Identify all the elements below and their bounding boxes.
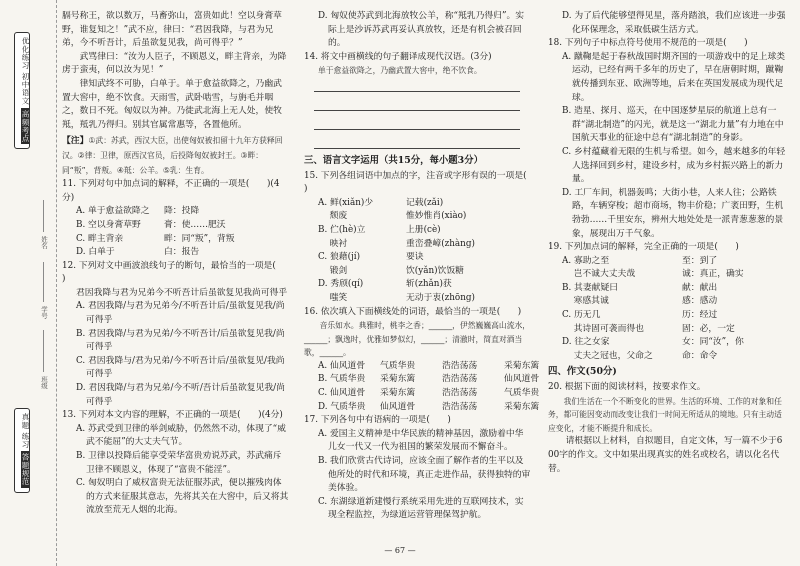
answer-line[interactable] [314, 135, 520, 149]
series-tag-highlight: 高频考点 [21, 109, 30, 143]
class-field-label: 班级 [40, 376, 48, 389]
question-15-options [304, 197, 532, 306]
option[interactable]: B. 气质华贵 采菊东篱 浩浩荡荡 仙风道骨 [318, 374, 540, 385]
option[interactable]: A. 仙风道骨 气质华贵 浩浩荡荡 采菊东篱 [318, 360, 540, 371]
answer-line[interactable] [314, 116, 520, 130]
option[interactable]: B. 造星、探月、巡天，在中国逐梦星辰的航道上总有一群“湖北制造”的闪光，就是这一“湖北力量”有力地在中国航天事业的征途中总有“湖北制造”的身影。 [562, 106, 784, 144]
question-20-material: 我们生活在一个不断变化的世界。生活的环境、工作的对象和任务，都可能因变动而改变让我们一时间无所适从的境地。只有主动适应变化，才能不断提升和成长。 [548, 396, 782, 433]
option[interactable]: D. 秀颀(qí) 斩(zhǎn)获 [318, 279, 452, 290]
question-18-stem: 18. 下列句子中标点符号使用不规范的一项是( ) [548, 38, 748, 49]
option-row: 其诗固可袭而得也 固：必，一定 [562, 323, 735, 334]
option[interactable]: B. 空以身膏草野 膏：使……肥沃 [76, 219, 226, 230]
left-binding-strip [0, 0, 57, 566]
id-line [43, 262, 44, 302]
question-11-stem: 11. 下列对句中加点词的解释，不正确的一项是( )(4分) [62, 179, 280, 203]
section-4-heading: 四、作文(50分) [548, 366, 617, 378]
question-14-sentence: 单于愈益欲降之，乃幽武置大窖中，绝不饮食。 [318, 66, 482, 76]
option[interactable]: D. 君因我降/与君为兄弟/今不听/吾计后虽欲复见我/尚可得乎 [76, 383, 285, 407]
option[interactable]: C. 东湖绿道新建慢行系统采用先进的互联网技术，实现全程监控，为绿道运营管理保驾护航。 [318, 496, 524, 521]
option[interactable]: A. 单于愈益欲降之 降：投降 [76, 206, 200, 217]
option[interactable]: A. 君因我降/与君为兄弟今/不听吾计后/虽欲复见我/尚可得乎 [76, 301, 285, 326]
question-15-stem: 15. 下列各组词语中加点的字，注音或字形有误的一项是( ) [304, 170, 545, 195]
option[interactable]: C. 畔主背亲 畔：同“叛”，背叛 [76, 233, 235, 244]
option-row: 锻剑 饮(yǎn)饮饭糖 [318, 265, 464, 276]
option[interactable]: B. 我们欣赏古代诗词，应该全面了解作者的生平以及他所处的时代和环境，真正走进作品，获得独特的审美体验。 [318, 456, 531, 494]
option-row: 颓废 惟妙惟肖(xiào) [318, 211, 467, 222]
passage-paragraph: 律知武终不可胁，白单于。单于愈益欲降之，乃幽武置大窖中，绝不饮食。天雨雪，武卧啮雪，与旃毛并咽之，数日不死。匈奴以为神。乃徙武北海上无人处，使牧羝，羝乳乃得归。别其官属常惠等，各置他所。 [62, 78, 282, 130]
option[interactable]: C. 君因我降与/君为兄弟/今不听吾计后/虽欲复见/我尚可得乎 [76, 355, 285, 380]
option[interactable]: A. 苏武受到卫律的举剑威胁，仍然然不动，体现了“威武不能屈”的大丈夫气节。 [76, 423, 286, 448]
section-3-heading: 三、语言文字运用（共15分，每小题3分） [304, 154, 483, 166]
question-13-stem: 13. 下列对本文内容的理解，不正确的一项是( )(4分) [62, 410, 283, 421]
name-line [43, 200, 44, 232]
option[interactable]: A. 寡助之至 至：到了 [562, 255, 718, 266]
option[interactable]: D. 工厂车间，机器轰鸣；大街小巷，人来人往；公路铁路，车辆穿梭；超市商场，物丰价稳；广袤田野，生机勃勃……千里安东，辨州大地处处是一派青葱葱葱的景象，展现出万千气象。 [562, 187, 784, 239]
option[interactable]: B. 伫(hè)立 上册(cè) [318, 224, 441, 235]
column-right [548, 10, 786, 476]
question-16-stem: 16. 依次填入下面横线处的词语，最恰当的一项是( ) [304, 306, 522, 317]
option[interactable]: C. 狼藉(jí) 要诀 [318, 252, 424, 263]
passage-paragraph: 膈号称王，欲以数万，马畜弥山，富贵如此！空以身膏草野，谁复知之！”武不应，律曰：“君因我降，与君为兄弟，今不听吾计，后虽欲复见我，尚可得乎？” [62, 11, 282, 49]
option[interactable]: B. 君因我降/与君为兄弟/今不听吾计/后虽欲复见我/尚可得乎 [76, 328, 285, 353]
practice-tag [14, 408, 30, 493]
question-17-stem: 17. 下列各句中有语病的一项是( ) [304, 415, 451, 426]
question-12-sentence: 君因我降与君为兄弟今不听吾计后虽欲复见我尚可得乎 [76, 287, 288, 298]
option[interactable]: D. 往之女家 女：同“汝”，你 [562, 337, 744, 348]
option-row: 映衬 重峦叠嶂(zhàng) [318, 238, 475, 249]
question-20-requirement: 请根据以上材料，自拟题目，自定文体，写一篇不少于600字的作文。文中如果出现真实的姓名或校名，请以化名代替。 [548, 436, 783, 474]
name-field-label: 姓名 [40, 236, 48, 249]
question-16-text: 音乐如水。典雅时，桃李之香；______，伊然巍巍高山流水，______；飘逸时，优雅如梦似幻，______；清澈时，简直对酒当歌，______。 [304, 321, 531, 358]
question-14-stem: 14. 将文中画横线的句子翻译成现代汉语。(3分) [304, 51, 492, 62]
practice-tag-label: 真题 练习 [21, 413, 30, 449]
option[interactable]: D. 为了后代能够望得见星，落舟踏浪，我们应该进一步强化环保理念，采取低碳生活方式。 [562, 11, 786, 35]
option[interactable]: B. 卫律以投降后能享受荣华富贵劝说苏武，苏武痛斥卫律不顾恩义，体现了“富贵不能淫”。 [76, 451, 282, 475]
answer-line[interactable] [314, 97, 520, 111]
annotation-note [62, 134, 290, 178]
note-label: 【注】 [62, 136, 89, 147]
question-12-stem: 12. 下列对文中画波浪线句子的断句，最恰当的一项是( ) [62, 260, 294, 285]
option[interactable]: D. 白单于 白：报告 [76, 247, 200, 258]
id-field-label: 学号 [40, 306, 48, 319]
answer-line[interactable] [314, 78, 520, 92]
note-text: ①武：苏武，西汉大臣，出使匈奴被扣留十九年方获释回汉。②律：卫律，原西汉官员，后投降匈奴被封王。③畔：同“叛”，背叛。④羝：公羊。⑤乳：生育。 [62, 136, 283, 175]
practice-tag-highlight: 答题规范 [21, 453, 30, 486]
option[interactable]: A. 蹴鞠是起于春秋战国时期齐国的一项游戏中的足上球类运动，已经有两千多年的历史了，早在唐朝时期，蹴鞠就传播到东亚、欧洲等地，后来在英国发展成为现代足球。 [562, 51, 786, 103]
option[interactable]: B. 其妻献疑曰 献：献出 [562, 282, 718, 293]
option[interactable]: D. 气质华贵 仙风道骨 浩浩荡荡 采菊东篱 [318, 401, 540, 412]
passage-paragraph: 武骂律曰：“汝为人臣子，不顾恩义，畔主背亲，为降虏于蛮夷，何以汝为见！” [62, 51, 287, 76]
column-middle [304, 10, 545, 523]
option[interactable]: A. 鲜(xiǎn)少 记载(zǎi) [318, 197, 444, 208]
option-row: 岂不诚大丈夫哉 诚：真正，确实 [562, 269, 744, 280]
option[interactable]: A. 爱国主义精神是中华民族的精神基因，激励着中华儿女一代又一代为祖国的繁荣发展而不懈奋斗。 [318, 428, 524, 453]
option[interactable]: C. 匈奴明白了威权富贵无法征服苏武，便以摧残肉体的方式来征服其意志，先将其关在大窖中，后又将其流放至荒无人烟的北海。 [76, 478, 289, 516]
series-tag [14, 32, 30, 149]
question-19-options [548, 255, 786, 364]
option-row: 丈夫之冠也，父命之 命：命令 [562, 350, 718, 361]
column-left [62, 10, 294, 518]
option[interactable]: C. 乡村蕴藏着无限的生机与希望。如今，越来越多的年轻人选择回到乡村，建设乡村，成为乡村振兴路上的新力量。 [562, 146, 786, 185]
option[interactable]: D. 匈奴使苏武到北海放牧公羊，称“羝乳乃得归”。实际上是沙诉苏武再妥认真放牧，还是有机会被召回的。 [318, 11, 525, 49]
option[interactable]: C. 历无几 历：经过 [562, 310, 718, 321]
option-row: 嗤笑 无动于衷(zhōng) [318, 292, 475, 303]
option[interactable]: C. 仙风道骨 采菊东篱 浩浩荡荡 气质华贵 [318, 388, 540, 399]
option-row: 寒感其诚 感：感动 [562, 296, 718, 307]
question-19-stem: 19. 下列加点词的解释，完全正确的一项是( ) [548, 242, 739, 253]
page-number: — 67 — [384, 546, 416, 555]
series-tag-label: 优化练习 初中语文 [21, 37, 30, 105]
question-20-stem: 20. 根据下面的阅读材料，按要求作文。 [548, 382, 706, 393]
class-line [43, 330, 44, 372]
